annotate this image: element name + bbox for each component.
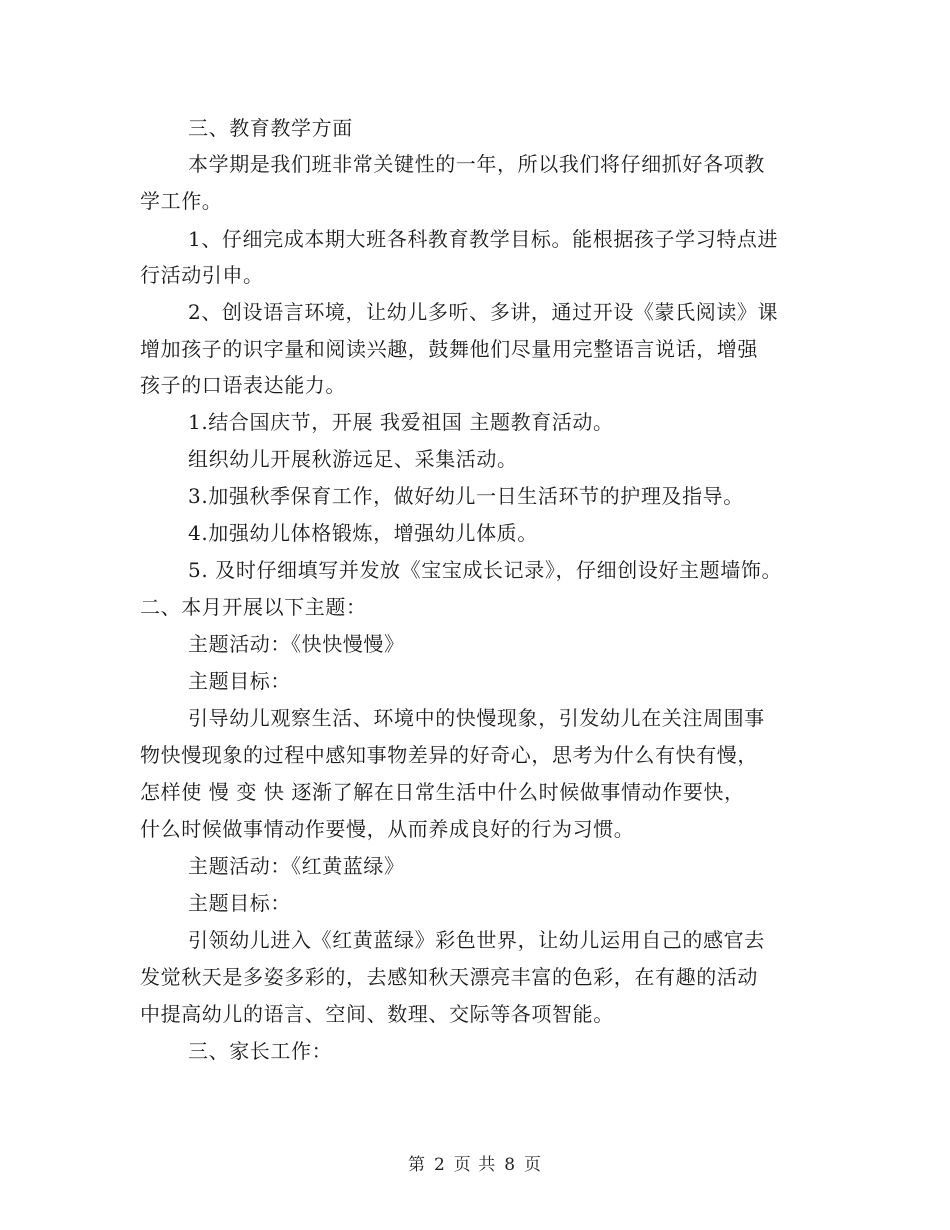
theme-goal-label: 主题目标： (188, 669, 291, 693)
footer-prefix: 第 (407, 1155, 426, 1175)
section-heading-parents: 三、家长工作： (188, 1039, 333, 1063)
paragraph-line: 孩子的口语表达能力。 (140, 373, 346, 397)
paragraph-line: 本学期是我们班非常关键性的一年，所以我们将仔细抓好各项教 (188, 152, 765, 176)
paragraph-line: 2、创设语言环境，让幼儿多听、多讲，通过开设《蒙氏阅读》课 (188, 300, 779, 324)
paragraph-line: 什么时候做事情动作要慢，从而养成良好的行为习惯。 (140, 817, 635, 841)
list-item: 组织幼儿开展秋游远足、采集活动。 (188, 447, 518, 471)
section-heading-themes: 二、本月开展以下主题： (140, 595, 367, 619)
paragraph-line: 学工作。 (140, 189, 223, 213)
list-item: 5. 及时仔细填写并发放《宝宝成长记录》，仔细创设好主题墙饰。 (188, 558, 783, 582)
list-item: 3.加强秋季保育工作，做好幼儿一日生活环节的护理及指导。 (188, 484, 744, 508)
paragraph-line: 物快慢现象的过程中感知事物差异的好奇心，思考为什么有快有慢， (140, 743, 758, 767)
footer-total-pages: 8 (504, 1155, 517, 1175)
paragraph-line: 1、仔细完成本期大班各科教育教学目标。能根据孩子学习特点进 (188, 227, 779, 251)
theme-activity-title: 主题活动：《快快慢慢》 (188, 632, 405, 656)
list-item: 4.加强幼儿体格锻炼，增强幼儿体质。 (188, 521, 538, 545)
paragraph-line: 行活动引申。 (140, 263, 264, 287)
list-item: 1.结合国庆节，开展 我爱祖国 主题教育活动。 (188, 410, 614, 434)
page-footer (0, 1154, 950, 1176)
theme-goal-label: 主题目标： (188, 891, 291, 915)
theme-activity-title: 主题活动：《红黄蓝绿》 (188, 854, 405, 878)
footer-middle: 页 共 (453, 1155, 497, 1175)
section-heading-teaching: 三、教育教学方面 (188, 116, 353, 140)
paragraph-line: 怎样使 慢 变 快 逐渐了解在日常生活中什么时候做事情动作要快， (140, 780, 745, 804)
footer-page-number: 2 (433, 1155, 446, 1175)
paragraph-line: 发觉秋天是多姿多彩的，去感知秋天漂亮丰富的色彩，在有趣的活动 (140, 965, 758, 989)
paragraph-line: 引领幼儿进入《红黄蓝绿》彩色世界，让幼儿运用自己的感官去 (188, 928, 765, 952)
footer-suffix: 页 (524, 1155, 543, 1175)
paragraph-line: 中提高幼儿的语言、空间、数理、交际等各项智能。 (140, 1002, 614, 1026)
paragraph-line: 引导幼儿观察生活、环境中的快慢现象，引发幼儿在关注周围事 (188, 706, 765, 730)
paragraph-line: 增加孩子的识字量和阅读兴趣，鼓舞他们尽量用完整语言说话，增强 (140, 337, 758, 361)
